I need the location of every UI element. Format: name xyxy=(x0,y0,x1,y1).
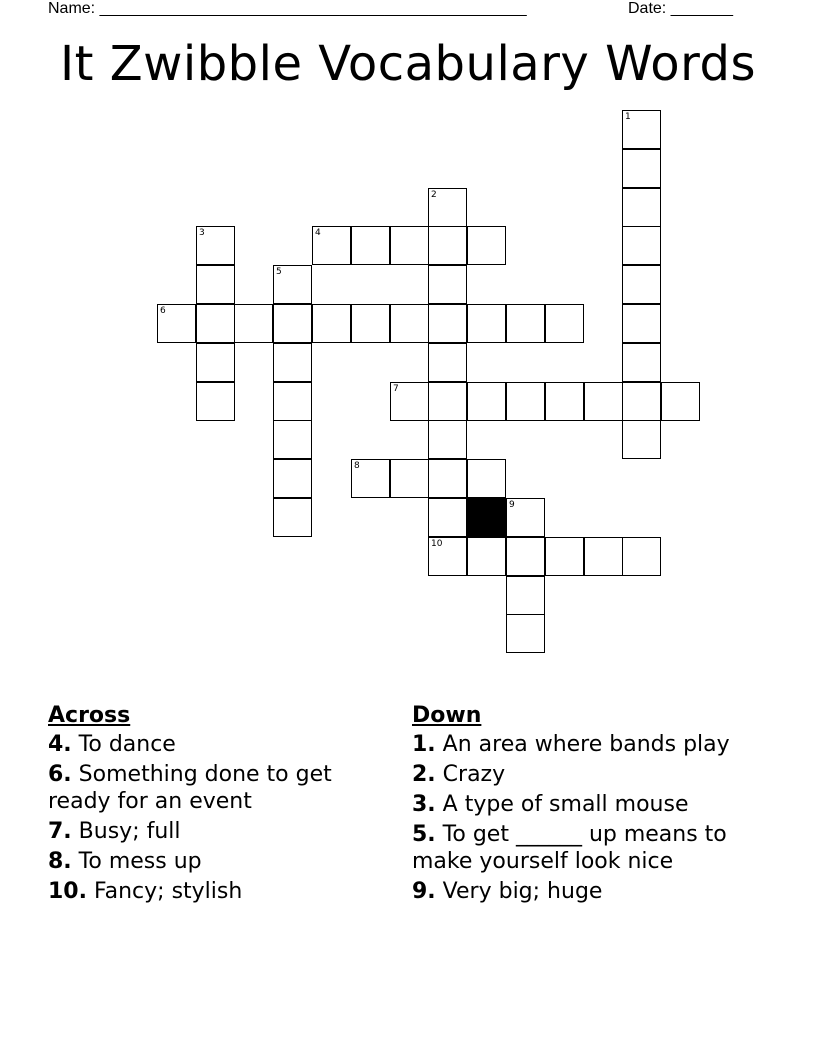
clue-number: 7. xyxy=(48,819,72,844)
grid-cell[interactable] xyxy=(390,226,429,265)
grid-cell[interactable] xyxy=(351,459,390,498)
down-clue xyxy=(412,731,752,758)
grid-cell[interactable] xyxy=(467,382,506,421)
black-cell xyxy=(467,498,506,537)
grid-cell[interactable] xyxy=(428,382,467,421)
grid-cell[interactable] xyxy=(428,304,467,343)
clue-text: To mess up xyxy=(78,849,202,874)
down-heading: Down xyxy=(412,703,482,728)
clue-text: To dance xyxy=(78,732,176,757)
grid-cell[interactable] xyxy=(428,459,467,498)
grid-cell[interactable] xyxy=(312,226,351,265)
grid-cell[interactable] xyxy=(234,304,273,343)
grid-cell[interactable] xyxy=(351,304,390,343)
grid-cell[interactable] xyxy=(467,304,506,343)
grid-cell[interactable] xyxy=(622,265,661,304)
cell-number: 5 xyxy=(276,267,282,277)
grid-cell[interactable] xyxy=(467,537,506,576)
grid-cell[interactable] xyxy=(622,110,661,149)
grid-cell[interactable] xyxy=(273,343,312,382)
down-clue xyxy=(412,821,752,875)
cell-number: 4 xyxy=(315,228,321,238)
cell-number: 8 xyxy=(354,461,360,471)
grid-cell[interactable] xyxy=(506,382,545,421)
grid-cell[interactable] xyxy=(545,537,584,576)
down-clue xyxy=(412,878,752,905)
grid-cell[interactable] xyxy=(584,382,623,421)
grid-cell[interactable] xyxy=(622,188,661,227)
grid-cell[interactable] xyxy=(622,382,661,421)
date-field[interactable]: Date: _______ xyxy=(628,0,733,17)
grid-cell[interactable] xyxy=(428,188,467,227)
clue-number: 6. xyxy=(48,762,72,787)
down-clue xyxy=(412,791,752,818)
clue-text: Busy; full xyxy=(78,819,181,844)
cell-number: 1 xyxy=(625,112,631,122)
grid-cell[interactable] xyxy=(467,459,506,498)
clue-number: 10. xyxy=(48,879,87,904)
grid-cell[interactable] xyxy=(506,537,545,576)
clue-text: An area where bands play xyxy=(442,732,730,757)
across-clue xyxy=(48,848,378,875)
grid-cell[interactable] xyxy=(584,537,623,576)
cell-number: 10 xyxy=(431,539,443,549)
grid-cell[interactable] xyxy=(622,343,661,382)
grid-cell[interactable] xyxy=(506,576,545,615)
grid-cell[interactable] xyxy=(506,304,545,343)
down-clue xyxy=(412,761,752,788)
clue-number: 5. xyxy=(412,822,436,847)
clue-text: A type of small mouse xyxy=(442,792,689,817)
grid-cell[interactable] xyxy=(273,304,312,343)
across-clue xyxy=(48,818,378,845)
grid-cell[interactable] xyxy=(428,420,467,459)
grid-cell[interactable] xyxy=(506,614,545,653)
cell-number: 9 xyxy=(509,500,515,510)
name-field[interactable]: Name: ________________________________________________ xyxy=(48,0,527,17)
grid-cell[interactable] xyxy=(428,343,467,382)
grid-cell[interactable] xyxy=(196,382,235,421)
grid-cell[interactable] xyxy=(428,226,467,265)
clue-number: 9. xyxy=(412,879,436,904)
grid-cell[interactable] xyxy=(390,382,429,421)
grid-cell[interactable] xyxy=(428,537,467,576)
clue-number: 3. xyxy=(412,792,436,817)
grid-cell[interactable] xyxy=(351,226,390,265)
grid-cell[interactable] xyxy=(622,226,661,265)
clue-number: 2. xyxy=(412,762,436,787)
grid-cell[interactable] xyxy=(467,226,506,265)
grid-cell[interactable] xyxy=(273,498,312,537)
grid-cell[interactable] xyxy=(273,459,312,498)
across-clue xyxy=(48,731,378,758)
grid-cell[interactable] xyxy=(545,382,584,421)
clue-text: Crazy xyxy=(442,762,506,787)
clue-text: Something done to get ready for an event xyxy=(48,762,332,814)
clue-number: 1. xyxy=(412,732,436,757)
clue-text: To get ______ up means to make yourself look nice xyxy=(412,822,727,874)
down-clue-list xyxy=(412,731,752,905)
down-clues xyxy=(412,702,752,908)
across-heading: Across xyxy=(48,703,131,728)
grid-cell[interactable] xyxy=(196,265,235,304)
grid-cell[interactable] xyxy=(273,265,312,304)
grid-cell[interactable] xyxy=(428,265,467,304)
grid-cell[interactable] xyxy=(312,304,351,343)
grid-cell[interactable] xyxy=(390,459,429,498)
clue-number: 4. xyxy=(48,732,72,757)
grid-cell[interactable] xyxy=(622,420,661,459)
grid-cell[interactable] xyxy=(196,343,235,382)
grid-cell[interactable] xyxy=(273,420,312,459)
across-clue xyxy=(48,761,378,815)
clue-text: Fancy; stylish xyxy=(93,879,243,904)
cell-number: 6 xyxy=(160,306,166,316)
grid-cell[interactable] xyxy=(196,304,235,343)
across-clues xyxy=(48,702,378,908)
grid-cell[interactable] xyxy=(273,382,312,421)
clue-text: Very big; huge xyxy=(442,879,603,904)
grid-cell[interactable] xyxy=(506,498,545,537)
cell-number: 2 xyxy=(431,190,437,200)
clue-number: 8. xyxy=(48,849,72,874)
across-clue-list xyxy=(48,731,378,905)
puzzle-title: It Zwibble Vocabulary Words xyxy=(60,36,756,92)
grid-cell[interactable] xyxy=(622,304,661,343)
grid-cell[interactable] xyxy=(622,537,661,576)
grid-cell[interactable] xyxy=(661,382,700,421)
across-clue xyxy=(48,878,378,905)
grid-cell[interactable] xyxy=(390,304,429,343)
grid-cell[interactable] xyxy=(622,149,661,188)
cell-number: 3 xyxy=(199,228,205,238)
grid-cell[interactable] xyxy=(428,498,467,537)
grid-cell[interactable] xyxy=(196,226,235,265)
grid-cell[interactable] xyxy=(545,304,584,343)
cell-number: 7 xyxy=(393,384,399,394)
grid-cell[interactable] xyxy=(157,304,196,343)
